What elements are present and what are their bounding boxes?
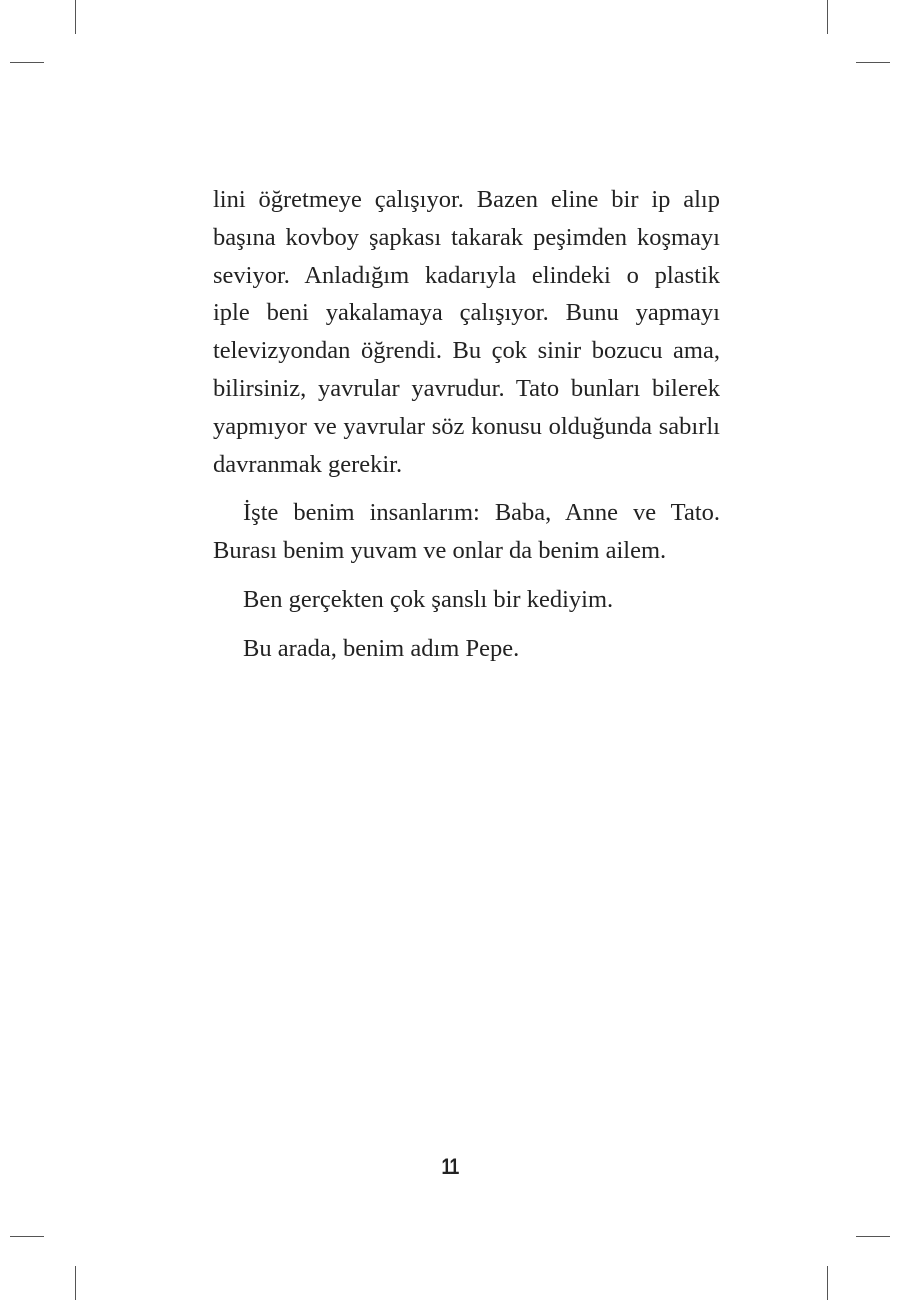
- text-line: İşte benim insanlarım: Baba, Anne ve Tato.: [243, 499, 720, 527]
- crop-mark-top-left-horizontal: [10, 62, 44, 63]
- crop-mark-top-right-horizontal: [856, 62, 890, 63]
- text-line: başına kovboy şapkası takarak peşimden koşmayı: [213, 223, 720, 251]
- text-line: Bu arada, benim adım Pepe.: [243, 634, 520, 662]
- crop-mark-bottom-left-horizontal: [10, 1236, 44, 1237]
- paragraph: [213, 181, 720, 483]
- text-line: Ben gerçekten çok şanslı bir kediyim.: [243, 585, 614, 613]
- text-line: televizyondan öğrendi. Bu çok sinir bozucu ama,: [213, 337, 720, 365]
- page-number: 11: [441, 1154, 459, 1179]
- crop-mark-bottom-right-horizontal: [856, 1236, 890, 1237]
- text-line: Burası benim yuvam ve onlar da benim ailem.: [213, 537, 667, 565]
- paragraph: [213, 494, 720, 570]
- crop-mark-top-right-vertical: [827, 0, 828, 34]
- crop-mark-bottom-right-vertical: [827, 1266, 828, 1300]
- text-line: davranmak gerekir.: [213, 450, 403, 478]
- text-line: lini öğretmeye çalışıyor. Bazen eline bir ip alıp: [213, 186, 720, 213]
- paragraph: [213, 630, 720, 668]
- crop-mark-bottom-left-vertical: [75, 1266, 76, 1300]
- text-line: bilirsiniz, yavrular yavrudur. Tato bunları bilerek: [213, 374, 720, 402]
- crop-mark-top-left-vertical: [75, 0, 76, 34]
- text-line: seviyor. Anladığım kadarıyla elindeki o plastik: [213, 261, 720, 289]
- paragraph: [213, 581, 720, 619]
- text-line: iple beni yakalamaya çalışıyor. Bunu yapmayı: [213, 299, 720, 327]
- body-text: [213, 181, 720, 668]
- text-line: yapmıyor ve yavrular söz konusu olduğunda sabırlı: [213, 412, 720, 440]
